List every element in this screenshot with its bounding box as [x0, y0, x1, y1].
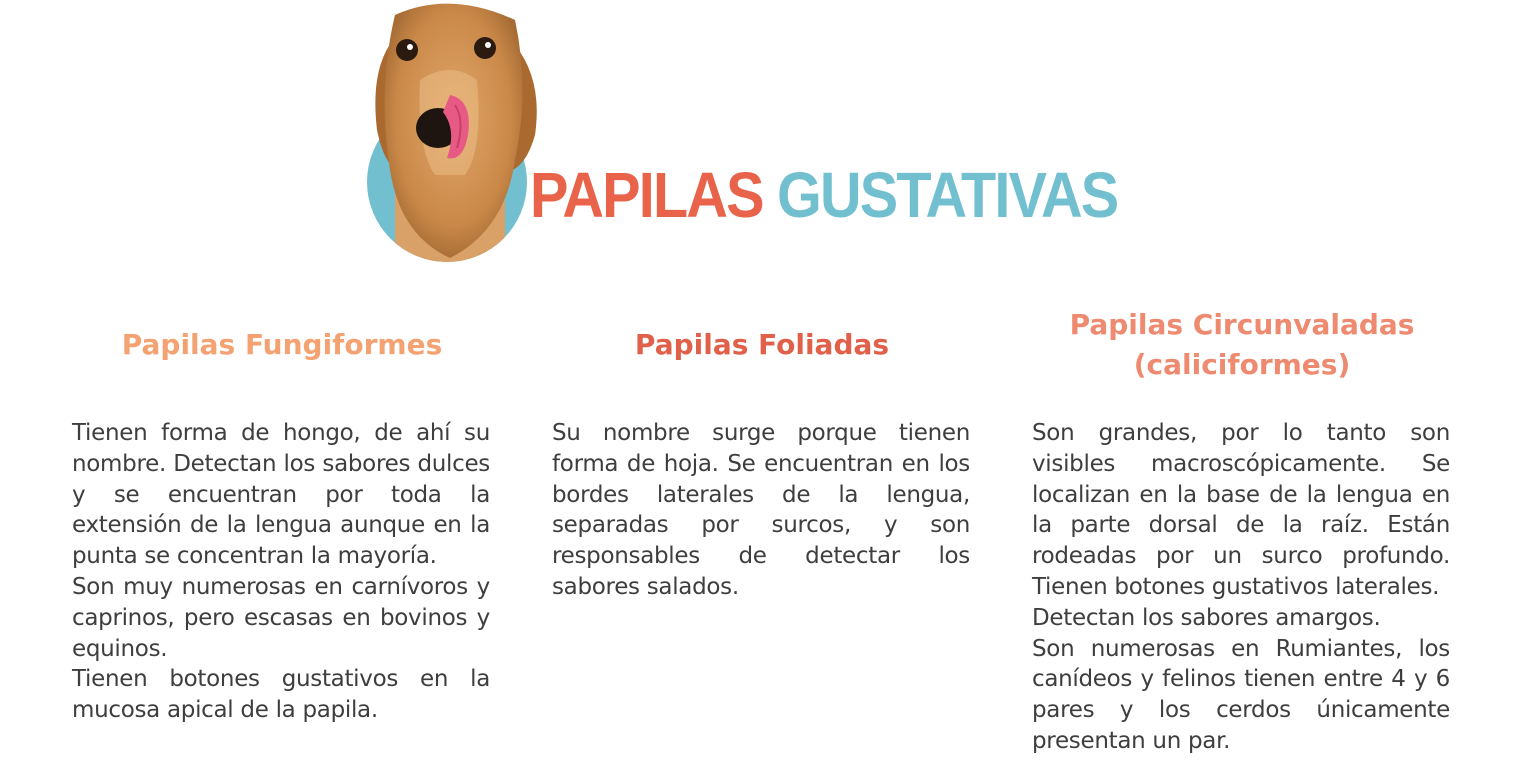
heading-fungiformes: Papilas Fungiformes: [121, 328, 443, 361]
column-fungiformes: [72, 300, 492, 724]
heading-foliadas: Papilas Foliadas: [634, 328, 890, 361]
dog-licking-photo: [365, 0, 545, 265]
paragraph: Su nombre surge porque tienen forma de hoja. Se encuentran en los bordes laterales de la lengua, separadas por surcos, y son responsables de detectar los sabores salados.: [552, 420, 970, 600]
paragraph: Tienen botones gustativos en la mucosa apical de la papila.: [72, 666, 490, 724]
column-foliadas: [552, 300, 972, 600]
heading-line-1: Papilas Circunvaladas: [1069, 308, 1415, 341]
body-fungiformes: [72, 418, 490, 726]
body-foliadas: [552, 418, 970, 603]
paragraph: Son numerosas en Rumiantes, los canídeos y felinos tienen entre 4 y 6 pares y los cerdos únicamente presentan un par.: [1032, 635, 1450, 754]
body-circunvaladas: [1032, 418, 1450, 757]
paragraph: Detectan los sabores amargos.: [1032, 604, 1381, 631]
paragraph: Son muy numerosas en carnívoros y caprinos, pero escasas en bovinos y equinos.: [72, 573, 490, 662]
heading-line-2: (caliciformes): [1133, 348, 1351, 381]
page-title: [530, 160, 1117, 230]
column-circunvaladas: [1032, 300, 1452, 754]
header: [365, 0, 1118, 265]
heading-circunvaladas: [1032, 300, 1452, 390]
title-word-papilas: PAPILAS: [530, 159, 763, 231]
paragraph: Son grandes, por lo tanto son visibles macroscópicamente. Se localizan en la base de la lengua en la parte dorsal de la raíz. Están rodeadas por un surco profundo. Tienen botones gustativos laterales.: [1032, 420, 1450, 600]
paragraph: Tienen forma de hongo, de ahí su nombre. Detectan los sabores dulces y se encuentran por toda la extensión de la lengua aunque en la punta se concentran la mayoría.: [72, 420, 490, 570]
title-word-gustativas: GUSTATIVAS: [776, 159, 1118, 231]
